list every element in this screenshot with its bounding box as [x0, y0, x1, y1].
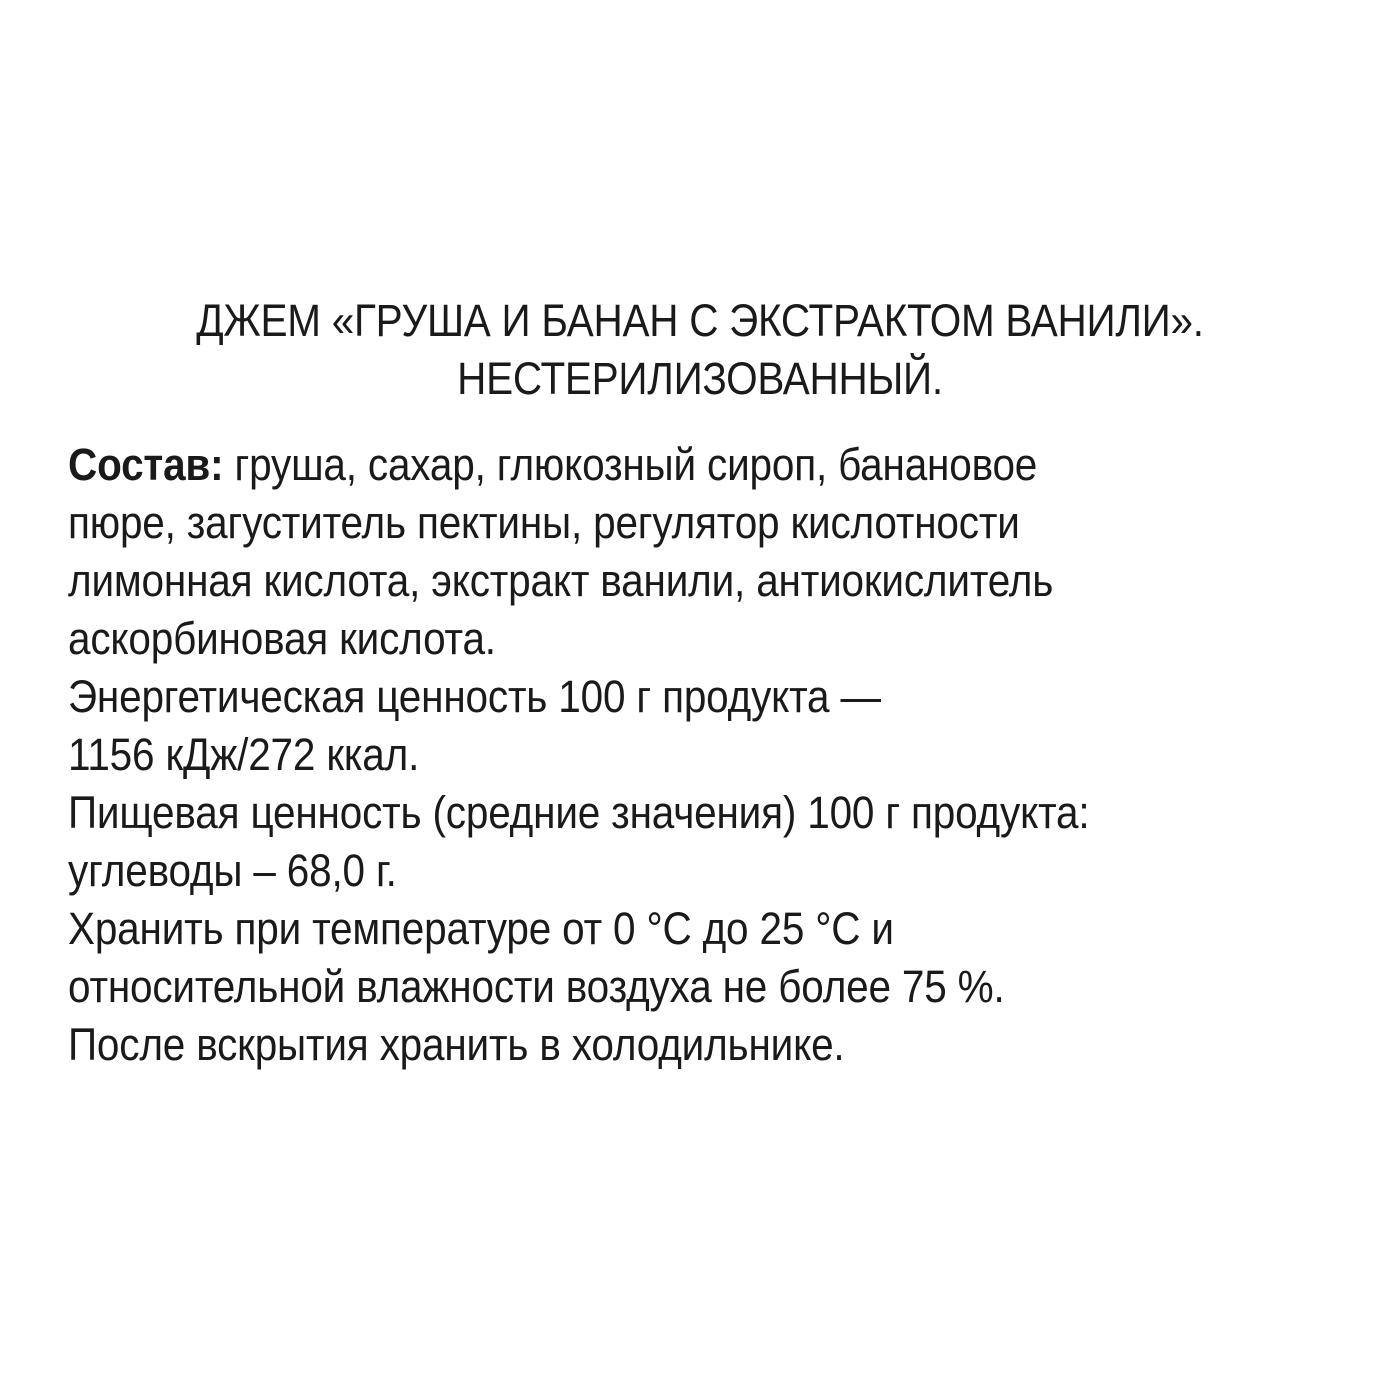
- product-title-line-2: НЕСТЕРИЛИЗОВАННЫЙ.: [457, 353, 943, 404]
- energy-line-2: 1156 кДж/272 ккал.: [68, 729, 420, 780]
- product-title: [70, 292, 1330, 408]
- composition-line-4: аскорбиновая кислота.: [68, 613, 496, 664]
- composition-label: Состав:: [68, 439, 224, 490]
- composition-line-2: пюре, загуститель пектины, регулятор кислотности: [68, 497, 1020, 548]
- storage-line-2: относительной влажности воздуха не более 75 %.: [68, 961, 1005, 1012]
- storage-line-1: Хранить при температуре от 0 °С до 25 °С и: [68, 903, 894, 954]
- storage-line-3: После вскрытия хранить в холодильнике.: [68, 1019, 845, 1070]
- nutrition-line-1: Пищевая ценность (средние значения) 100 г продукта:: [68, 787, 1090, 838]
- composition-text-1: груша, сахар, глюкозный сироп, банановое: [223, 439, 1038, 490]
- composition-line-3: лимонная кислота, экстракт ванили, антиокислитель: [68, 555, 1054, 606]
- product-title-line-1: ДЖЕМ «ГРУША И БАНАН С ЭКСТРАКТОМ ВАНИЛИ».: [196, 295, 1204, 346]
- energy-line-1: Энергетическая ценность 100 г продукта —: [68, 671, 881, 722]
- product-info: [68, 436, 1238, 1074]
- composition-line-1: [68, 436, 1238, 494]
- nutrition-line-2: углеводы – 68,0 г.: [68, 845, 397, 896]
